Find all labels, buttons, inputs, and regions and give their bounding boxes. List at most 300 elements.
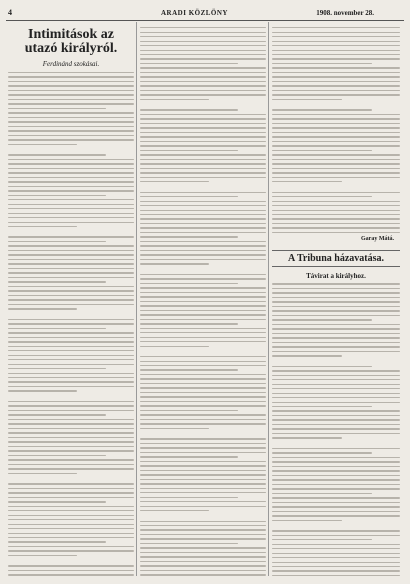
text-line [8,286,134,287]
text-line [272,319,372,320]
text-line [140,529,266,530]
text-line [272,457,400,458]
text-line [8,423,134,424]
text-line [8,528,134,529]
text-line [8,432,134,433]
text-line [272,488,400,489]
text-line [272,205,400,206]
text-line [140,414,266,415]
text-line [272,123,400,124]
column-3 [272,24,400,576]
text-line [272,406,372,407]
text-line [140,45,266,46]
text-line [272,570,400,571]
text-line [8,295,134,296]
text-line [272,575,400,576]
text-line [272,475,400,476]
text-line [272,136,400,137]
text-line [272,301,400,302]
text-line [272,324,400,325]
text-line [140,356,266,357]
text-line [272,145,400,146]
text-line [140,556,266,557]
text-line [272,393,400,394]
text-line [272,163,400,164]
text-line [272,566,400,567]
text-line [8,241,106,242]
text-line [8,222,134,223]
text-line [272,36,400,37]
text-line [8,172,134,173]
text-line [272,333,400,334]
article-subhead: Távirat a királyhoz. [306,272,366,281]
text-line [140,374,266,375]
text-line [140,497,238,498]
paragraph-gap [140,511,266,517]
paragraph-gap [272,357,400,363]
text-line [272,410,400,411]
text-line [8,441,134,442]
text-line [272,154,400,155]
text-line [272,397,400,398]
text-line [272,63,372,64]
text-line [272,402,400,403]
text-line [8,537,134,538]
text-line [272,315,400,316]
text-line [140,201,266,202]
text-line [140,387,266,388]
paragraph-gap [8,145,134,151]
text-line [8,290,134,291]
paragraph-gap [272,521,400,527]
text-line [140,90,266,91]
text-line [272,76,400,77]
text-line [8,497,134,498]
text-line [272,72,400,73]
text-line [272,192,400,193]
text-line [272,227,400,228]
text-line [140,32,266,33]
text-line [140,109,238,110]
text-line [8,414,106,415]
text-line [8,259,134,260]
header-rule [6,20,404,21]
text-line [140,443,266,444]
text-line [272,283,400,284]
text-line [8,108,106,109]
text-line [140,423,266,424]
text-line [272,375,400,376]
text-line [272,150,372,151]
text-line [272,168,400,169]
text-line [140,123,266,124]
text-line [272,346,400,347]
text-line [140,574,266,575]
text-line [272,548,400,549]
text-line [140,196,238,197]
column-separator [268,22,269,576]
text-line [8,163,134,164]
text-line [8,99,134,100]
text-line [140,369,238,370]
text-line [140,534,266,535]
text-line [272,530,400,531]
text-line [8,533,134,534]
text-line [272,433,400,434]
text-line [8,181,134,182]
text-line [8,328,106,329]
article-signature: Garay Mátá. [361,236,394,243]
text-line [140,565,266,566]
text-line [272,562,400,563]
text-line [140,365,266,366]
text-line [272,388,400,389]
text-line [140,438,266,439]
text-line [8,519,134,520]
text-line [272,27,400,28]
text-line [272,81,400,82]
text-line [8,117,134,118]
text-line [140,465,266,466]
text-line [140,245,266,246]
text-line [140,470,266,471]
text-line [8,455,106,456]
text-line [8,199,134,200]
text-line [140,461,266,462]
text-line [8,524,134,525]
text-line [140,552,266,553]
text-line [8,381,134,382]
text-line [8,90,134,91]
text-line [140,168,266,169]
text-line [272,67,400,68]
text-line [8,299,134,300]
column-separator [136,22,137,576]
text-line [8,459,134,460]
text-line [140,192,266,193]
text-line [8,341,134,342]
text-line [140,236,238,237]
text-line [272,201,400,202]
text-line [140,483,266,484]
text-line [8,81,134,82]
text-line [272,109,372,110]
text-line [8,419,134,420]
text-line [8,337,134,338]
text-line [8,76,134,77]
text-line [8,450,134,451]
text-line [8,574,134,575]
article-subtitle: Ferdinánd szokásai. [42,60,100,68]
text-line [8,346,134,347]
paragraph-gap [140,347,266,353]
text-line [272,159,400,160]
text-line [272,366,372,367]
text-line [8,236,134,237]
text-line [272,50,400,51]
text-line [140,383,266,384]
text-line [272,196,372,197]
text-line [140,145,266,146]
text-line [272,32,400,33]
text-line [272,210,400,211]
text-line [8,515,134,516]
text-line [8,437,134,438]
text-line [140,392,266,393]
text-line [272,172,400,173]
text-line [8,410,134,411]
text-line [8,159,134,160]
text-line [140,210,266,211]
text-line [8,359,134,360]
text-line [8,501,106,502]
text-line [8,217,134,218]
text-line [8,195,106,196]
text-line [8,103,134,104]
text-line [140,479,266,480]
text-line [140,274,266,275]
text-line [272,54,400,55]
text-line [8,405,134,406]
text-line [272,132,400,133]
text-line [272,479,400,480]
text-line [8,323,134,324]
text-line [140,163,266,164]
column-2 [140,24,266,576]
text-line [272,214,400,215]
text-line [8,139,134,140]
text-line [8,186,134,187]
text-line [272,232,400,233]
text-line [140,283,238,284]
text-line [140,410,238,411]
text-line [140,63,238,64]
paragraph-gap [140,100,266,106]
text-line [8,135,134,136]
paragraph-gap [8,227,134,233]
page-number: 4 [8,8,12,17]
text-line [140,405,266,406]
paragraph-gap [272,100,400,106]
text-line [272,370,400,371]
text-line [8,154,106,155]
issue-date: 1908. november 28. [316,9,374,17]
text-line [8,386,134,387]
text-line [272,470,400,471]
text-line [8,177,134,178]
text-line [140,218,266,219]
text-line [272,511,400,512]
text-line [140,154,266,155]
text-line [8,468,134,469]
text-line [272,428,400,429]
text-line [140,41,266,42]
text-line [8,483,134,484]
text-line [8,245,134,246]
text-line [140,54,266,55]
text-line [272,141,400,142]
section-banner: A Tribuna házavatása. [272,250,400,267]
text-line [140,474,266,475]
text-line [8,373,134,374]
text-line [8,281,106,282]
text-line [272,292,400,293]
text-line [140,337,266,338]
text-line [272,337,400,338]
text-line [272,515,400,516]
text-line [272,557,400,558]
text-line [8,208,134,209]
text-line [140,76,266,77]
paragraph-gap [140,182,266,188]
text-line [140,452,266,453]
text-line [140,232,266,233]
text-line [140,241,266,242]
text-line [140,323,238,324]
text-line [140,292,266,293]
text-line [140,159,266,160]
text-line [140,506,266,507]
text-line [272,94,400,95]
text-line [140,447,266,448]
text-line [272,351,400,352]
text-line [8,492,134,493]
article-text-block [8,72,134,576]
text-line [140,547,266,548]
text-line [8,332,134,333]
text-line [140,501,266,502]
text-line [8,355,134,356]
text-line [8,446,134,447]
text-line [8,510,134,511]
text-line [272,85,400,86]
text-line [8,428,134,429]
article-text-block [140,27,266,576]
text-line [272,484,400,485]
text-line [140,127,266,128]
text-line [140,310,266,311]
text-line [140,81,266,82]
paragraph-gap [272,182,400,188]
text-line [8,277,134,278]
text-line [8,250,134,251]
text-line [140,132,266,133]
text-line [140,85,266,86]
text-line [140,227,266,228]
text-line [8,368,106,369]
text-line [140,525,266,526]
text-line [140,150,238,151]
text-line [272,448,400,449]
article-headline-line1: Intimitások az [28,27,114,42]
text-line [272,177,400,178]
text-line [140,319,266,320]
text-line [140,36,266,37]
text-line [272,535,400,536]
text-line [272,127,400,128]
text-line [272,114,400,115]
text-line [140,205,266,206]
text-line [272,118,400,119]
text-line [8,570,134,571]
text-line [140,223,266,224]
text-line [8,263,134,264]
text-line [140,561,266,562]
text-line [272,328,400,329]
text-line [140,177,266,178]
text-line [140,114,266,115]
text-line [272,493,372,494]
text-line [140,214,266,215]
text-line [8,112,134,113]
text-line [272,90,400,91]
text-line [140,50,266,51]
paragraph-gap [140,429,266,435]
text-line [8,130,134,131]
text-line [140,301,266,302]
text-line [140,141,266,142]
text-line [8,565,134,566]
text-line [272,461,400,462]
text-line [140,341,266,342]
text-line [8,272,134,273]
text-line [140,136,266,137]
text-line [272,553,400,554]
text-line [140,67,266,68]
text-line [8,204,134,205]
text-line [8,550,134,551]
newspaper-name: ARADI KÖZLÖNY [161,9,228,17]
text-line [140,259,266,260]
text-line [8,72,134,73]
text-line [8,304,134,305]
text-line [140,305,266,306]
text-line [140,488,266,489]
text-line [140,361,266,362]
text-line [140,296,266,297]
text-line [140,419,266,420]
text-line [272,497,400,498]
text-line [140,538,266,539]
text-line [140,492,266,493]
text-line [8,541,106,542]
text-line [8,546,134,547]
text-line [8,94,134,95]
text-line [8,464,134,465]
column-1 [8,24,134,576]
text-line [272,310,400,311]
text-line [8,126,134,127]
text-line [8,190,134,191]
paragraph-gap [140,265,266,271]
text-line [140,396,266,397]
text-line [272,415,400,416]
text-line [272,506,400,507]
paragraph-gap [8,556,134,562]
text-line [8,254,134,255]
text-line [8,364,134,365]
text-line [140,378,266,379]
text-line [8,377,134,378]
paragraph-gap [8,392,134,398]
text-line [272,306,400,307]
text-line [272,45,400,46]
text-line [8,319,134,320]
text-line [140,521,266,522]
text-line [140,27,266,28]
text-line [140,250,266,251]
text-line [8,168,134,169]
